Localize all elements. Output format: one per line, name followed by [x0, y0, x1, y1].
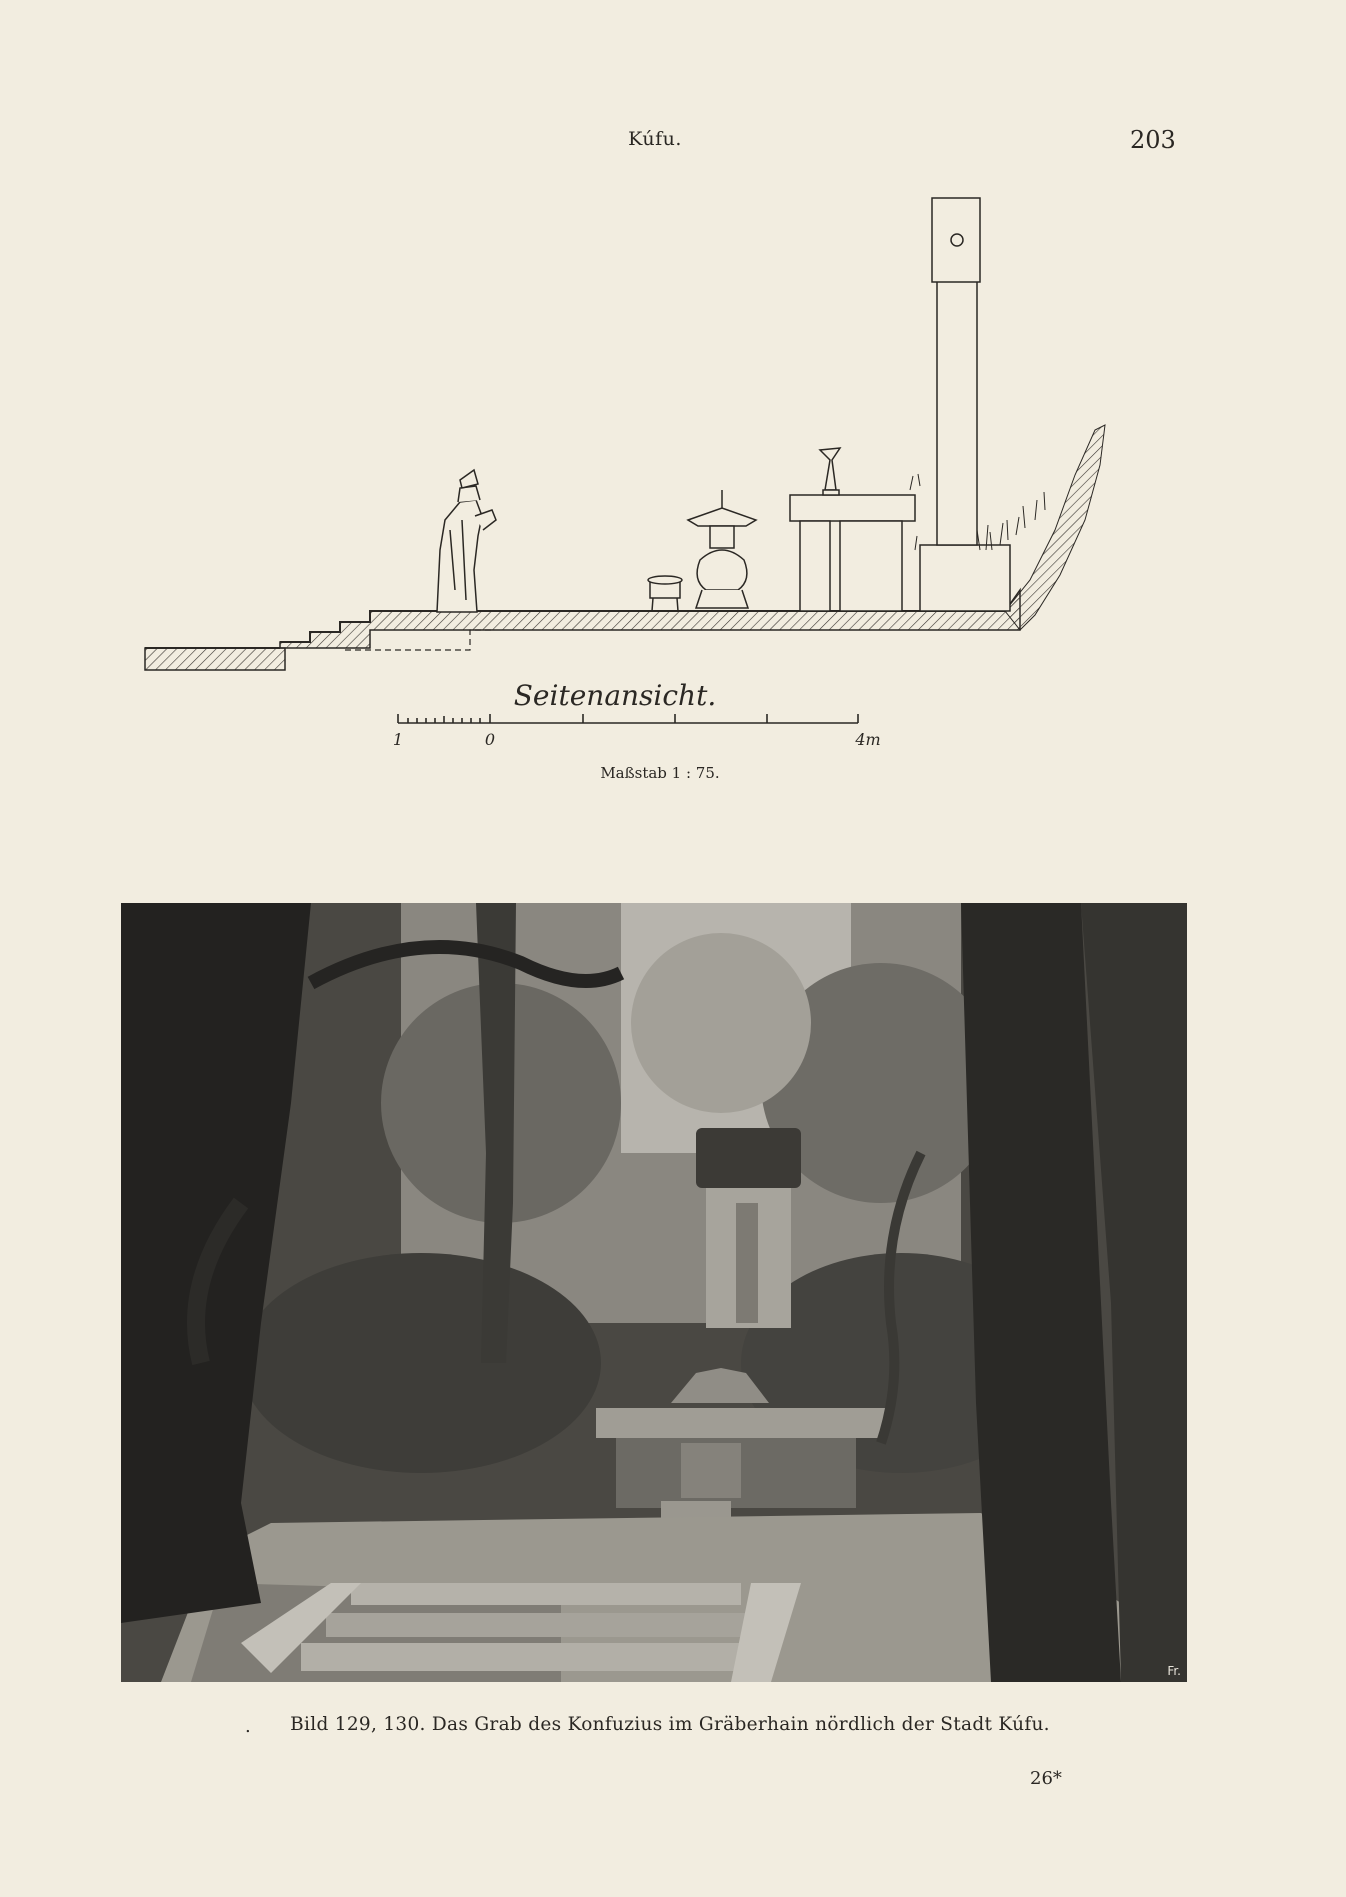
altar-table-sketch [790, 448, 915, 611]
scale-tick-label: 0 [484, 730, 496, 749]
scale-caption: Maßstab 1 : 75. [600, 764, 720, 782]
figure-caption: Bild 129, 130. Das Grab des Konfuzius im Gräberhain nördlich der Stadt Kúfu. [290, 1714, 1050, 1735]
stele-sketch [920, 198, 1010, 611]
grave-photograph [121, 903, 1187, 1682]
photographer-mark: Fr. [1167, 1664, 1181, 1678]
running-head: Kúfu. [628, 128, 682, 150]
scale-bar [398, 714, 858, 723]
photo-illustration [121, 903, 1187, 1682]
caption-bullet: . [245, 1716, 251, 1737]
lantern-sketch [688, 490, 756, 608]
page-number: 203 [1130, 126, 1176, 154]
side-view-drawing [140, 190, 1190, 750]
figure-sketch [437, 470, 496, 612]
signature-mark: 26* [1030, 1768, 1062, 1789]
scale-tick-label: 1 [392, 730, 404, 749]
vessel-sketch [648, 576, 682, 611]
view-label: Seitenansicht. [513, 679, 717, 712]
scale-tick-label: 4m [855, 730, 881, 749]
